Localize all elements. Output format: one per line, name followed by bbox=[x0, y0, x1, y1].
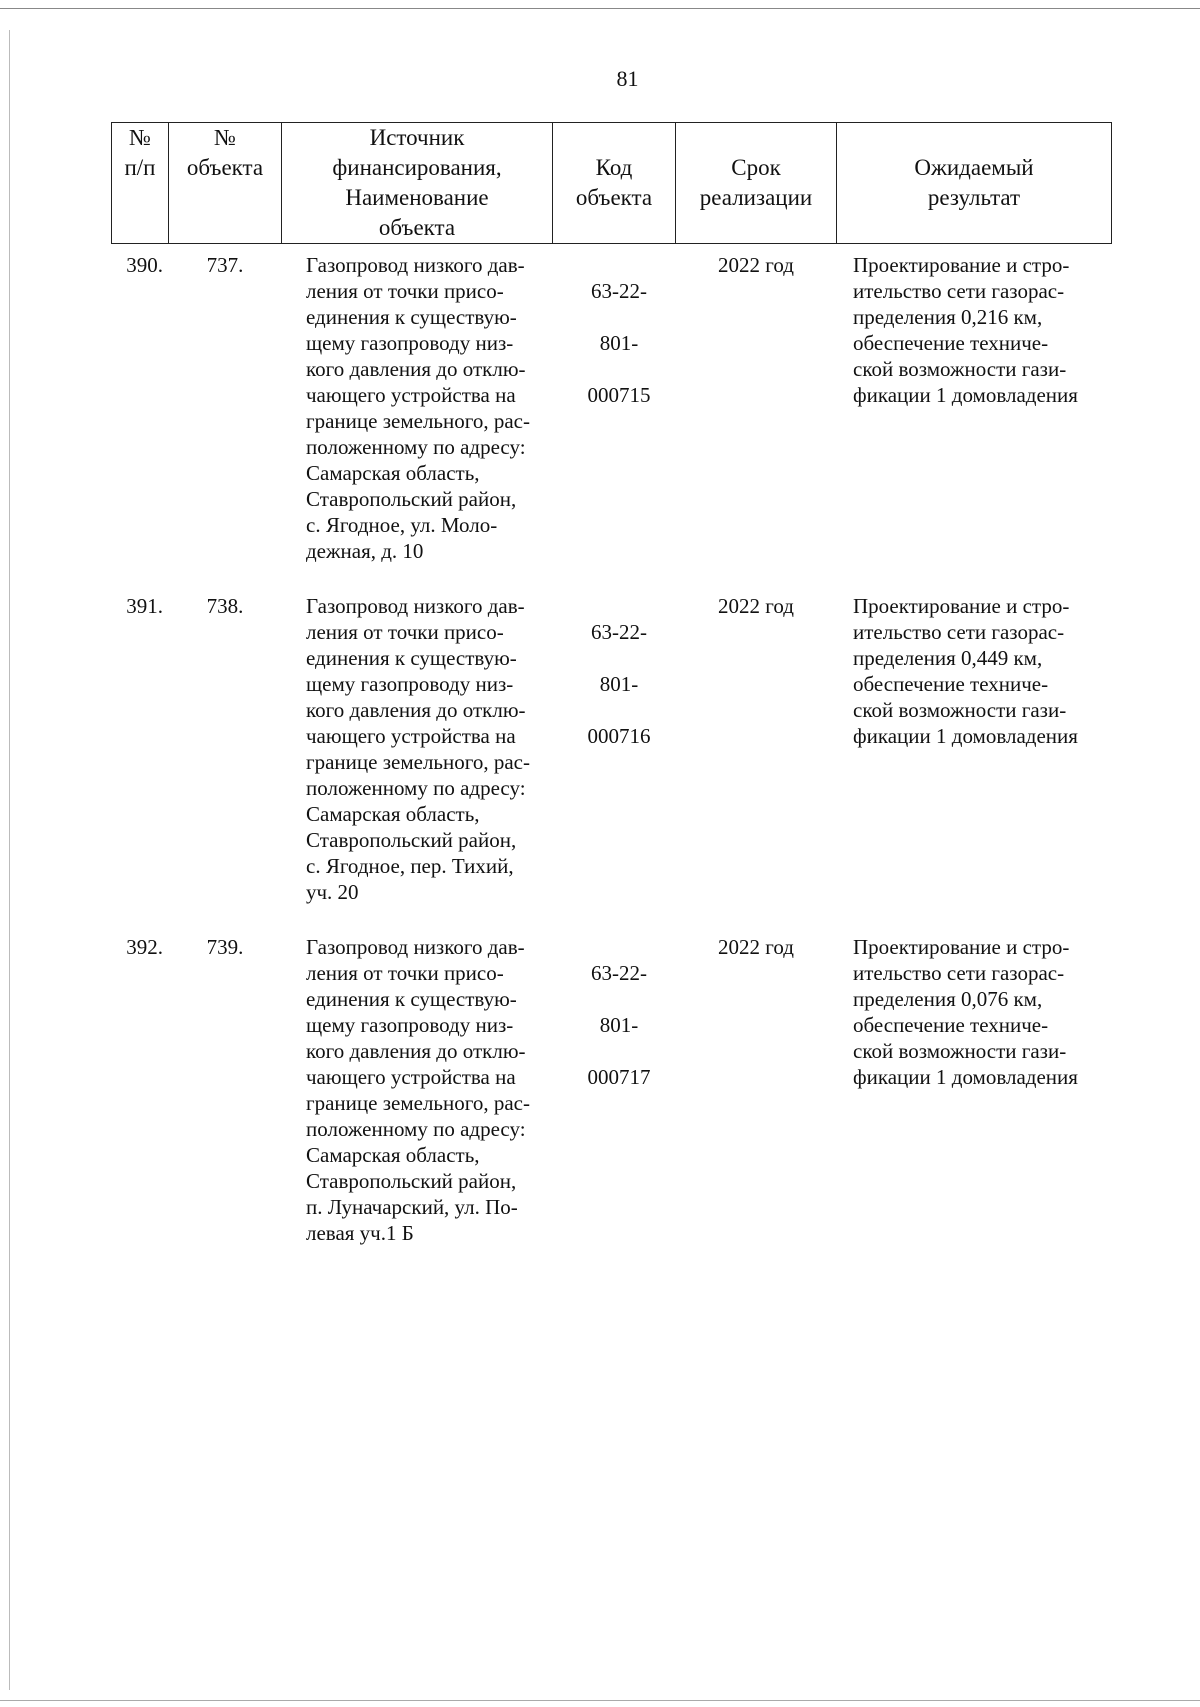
scan-edge-top bbox=[0, 8, 1200, 9]
scan-edge-left bbox=[9, 30, 10, 1690]
header-object-code: Код объекта bbox=[553, 123, 676, 244]
object-number: 737. bbox=[206, 253, 244, 277]
table-header bbox=[111, 122, 1112, 244]
object-code: 63-22- 801- 000715 bbox=[587, 279, 651, 407]
scan-edge-bottom bbox=[0, 1700, 1200, 1701]
object-number: 738. bbox=[206, 594, 244, 618]
object-code: 63-22- 801- 000717 bbox=[587, 961, 651, 1089]
object-description: Газопровод низкого дав- ления от точки присо- единения к существую- щему газопроводу низ- кого давления до отклю- чающего устройства на границе земельного, рас- положенному по адресу: Самарская область, Ставропольский район, с. Ягодное, ул. Моло- дежная, д. 10 bbox=[306, 253, 530, 563]
row-number: 390. bbox=[126, 253, 163, 277]
header-expected-result: Ожидаемый результат bbox=[837, 123, 1112, 244]
table-row bbox=[111, 593, 1111, 934]
implementation-term: 2022 год bbox=[718, 594, 794, 618]
expected-result: Проектирование и стро- ительство сети газорас- пределения 0,449 км, обеспечение техниче- ской возможности гази- фикации 1 домовладения bbox=[853, 594, 1078, 748]
object-description: Газопровод низкого дав- ления от точки присо- единения к существую- щему газопроводу низ- кого давления до отклю- чающего устройства на границе земельного, рас- положенному по адресу: Самарская область, Ставропольский район, с. Ягодное, пер. Тихий, уч. 20 bbox=[306, 594, 530, 904]
expected-result: Проектирование и стро- ительство сети газорас- пределения 0,216 км, обеспечение техниче- ской возможности гази- фикации 1 домовладения bbox=[853, 253, 1078, 407]
object-number: 739. bbox=[206, 935, 244, 959]
table-row bbox=[111, 252, 1111, 593]
header-term: Срок реализации bbox=[676, 123, 837, 244]
table-row bbox=[111, 934, 1111, 1275]
implementation-term: 2022 год bbox=[718, 935, 794, 959]
object-description: Газопровод низкого дав- ления от точки присо- единения к существую- щему газопроводу низ- кого давления до отклю- чающего устройства на границе земельного, рас- положенному по адресу: Самарская область, Ставропольский район, п. Луначарский, ул. По- левая уч.1 Б bbox=[306, 935, 530, 1245]
header-object-number: № объекта bbox=[169, 123, 282, 244]
table-body bbox=[111, 252, 1111, 1275]
object-code: 63-22- 801- 000716 bbox=[587, 620, 651, 748]
header-funding-source: Источник финансирования, Наименование объекта bbox=[282, 123, 553, 244]
expected-result: Проектирование и стро- ительство сети газорас- пределения 0,076 км, обеспечение техниче- ской возможности гази- фикации 1 домовладения bbox=[853, 935, 1078, 1089]
header-row-number: № п/п bbox=[112, 123, 169, 244]
page-number: 81 bbox=[616, 66, 639, 91]
row-number: 391. bbox=[126, 594, 163, 618]
row-number: 392. bbox=[126, 935, 163, 959]
implementation-term: 2022 год bbox=[718, 253, 794, 277]
